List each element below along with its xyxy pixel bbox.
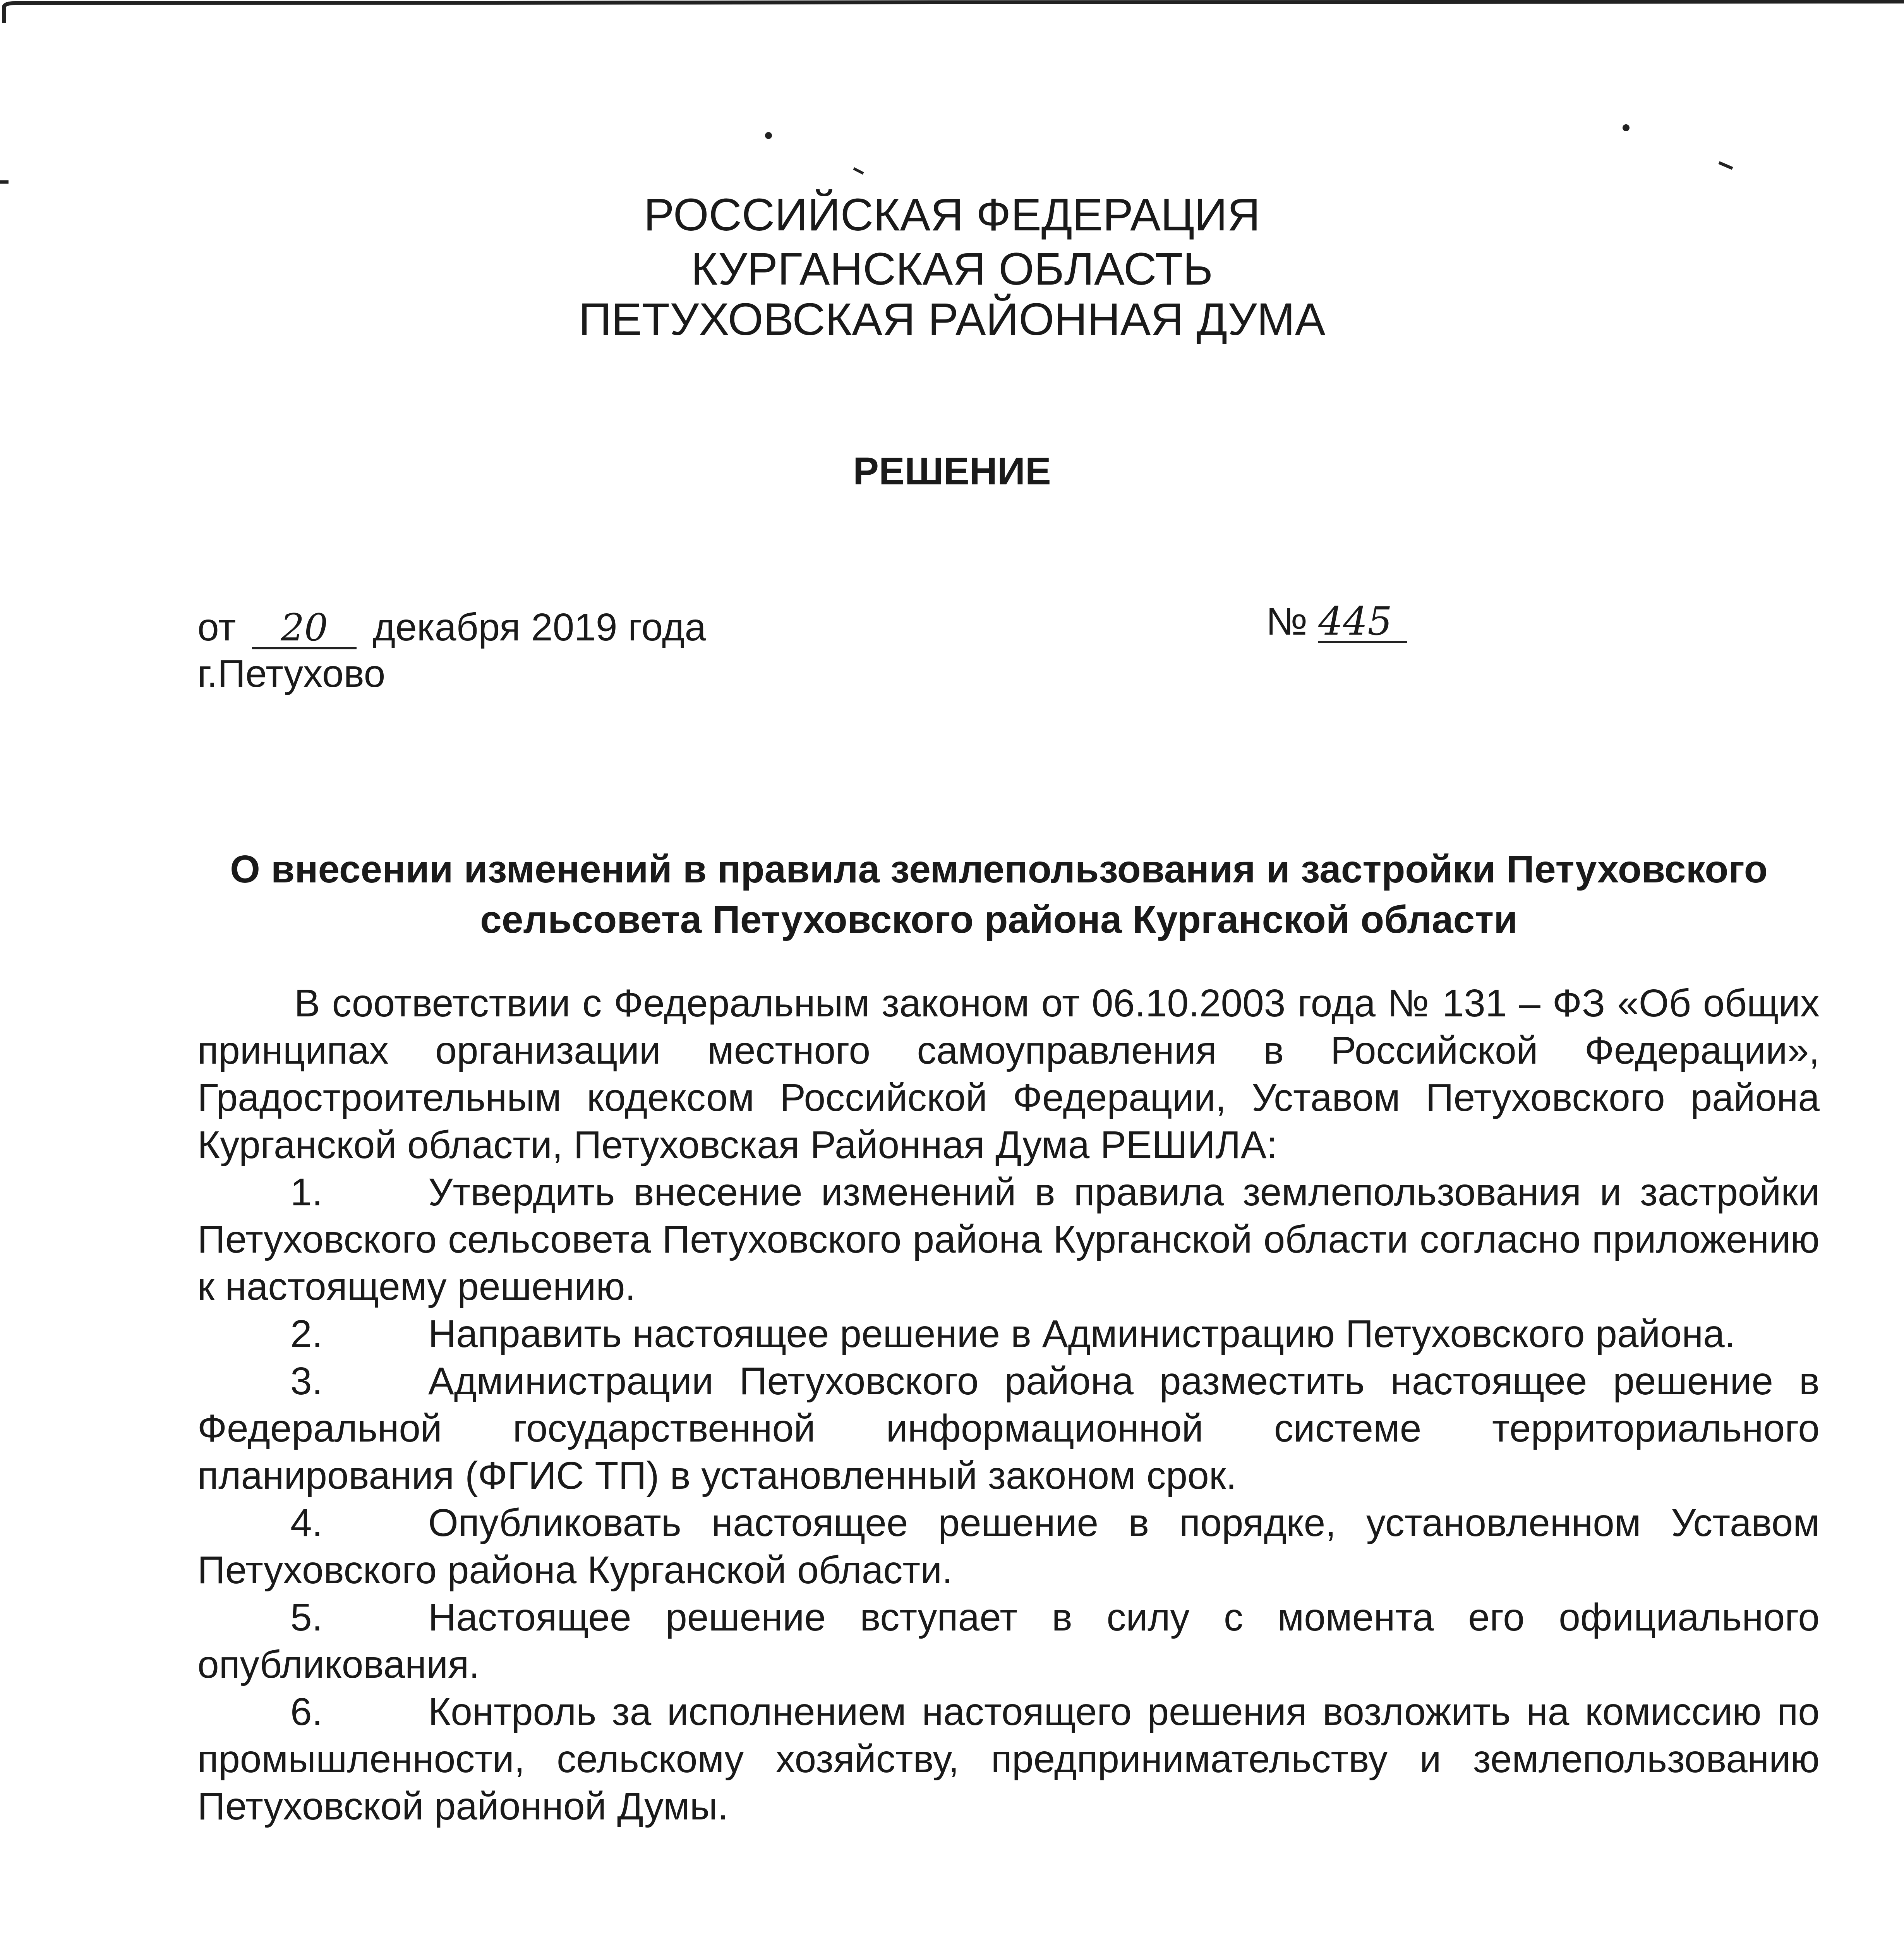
list-item bbox=[197, 1358, 1820, 1499]
document-type-title: РЕШЕНИЕ bbox=[853, 450, 1051, 493]
list-item-text: Администрации Петуховского района разместить настоящее решение в Федеральной государственной информационной системе территориального планирования (ФГИС ТП) в установленный законом срок. bbox=[197, 1359, 1820, 1497]
decision-place: г.Петухово bbox=[197, 652, 386, 695]
list-item-number: 5. bbox=[290, 1596, 323, 1639]
list-item bbox=[197, 1688, 1820, 1830]
list-item bbox=[197, 1310, 1820, 1358]
header-council: ПЕТУХОВСКАЯ РАЙОННАЯ ДУМА bbox=[578, 294, 1326, 345]
list-item-number: 1. bbox=[290, 1171, 323, 1214]
list-item bbox=[197, 1594, 1820, 1688]
date-prefix: от bbox=[197, 606, 236, 649]
decision-body bbox=[197, 980, 1820, 1830]
decision-number bbox=[1266, 598, 1407, 645]
list-item-number: 2. bbox=[290, 1312, 323, 1356]
decision-subject: О внесении изменений в правила землепользования и застройки Петуховского сельсовета Петуховского района Курганской области bbox=[230, 848, 1768, 941]
list-item-text: Настоящее решение вступает в силу с момента его официального опубликования. bbox=[197, 1596, 1820, 1686]
date-month-year: декабря 2019 года bbox=[372, 606, 706, 649]
scan-dot-artifact bbox=[0, 0, 1904, 194]
list-item-text: Утвердить внесение изменений в правила землепользования и застройки Петуховского сельсовета Петуховского района Курганской области согласно приложению к настоящему решению. bbox=[197, 1171, 1820, 1308]
date-day: 20 bbox=[280, 606, 328, 649]
list-item-number: 4. bbox=[290, 1501, 323, 1545]
list-item bbox=[197, 1499, 1820, 1594]
header-country: РОССИЙСКАЯ ФЕДЕРАЦИЯ bbox=[643, 189, 1261, 240]
list-item-text: Направить настоящее решение в Администрацию Петуховского района. bbox=[428, 1312, 1736, 1356]
list-item-text: Опубликовать настоящее решение в порядке, установленном Уставом Петуховского района Курганской области. bbox=[197, 1501, 1820, 1592]
list-item bbox=[197, 1169, 1820, 1310]
header-region: КУРГАНСКАЯ ОБЛАСТЬ bbox=[691, 244, 1213, 295]
number-label: № bbox=[1266, 600, 1308, 643]
list-item-number: 6. bbox=[290, 1690, 323, 1733]
preamble-paragraph: В соответствии с Федеральным законом от 06.10.2003 года № 131 – ФЗ «Об общих принципах организации местного самоуправления в Российской Федерации», Градостроительным кодексом Российской Федерации, Уставом Петуховского района Курганской области, Петуховская Районная Дума РЕШИЛА: bbox=[197, 982, 1820, 1167]
decision-date bbox=[197, 604, 706, 650]
list-item-text: Контроль за исполнением настоящего решения возложить на комиссию по промышленности, сельскому хозяйству, предпринимательству и землепользованию Петуховской районной Думы. bbox=[197, 1690, 1820, 1828]
number-value: 445 bbox=[1318, 599, 1392, 644]
list-item-number: 3. bbox=[290, 1359, 323, 1403]
